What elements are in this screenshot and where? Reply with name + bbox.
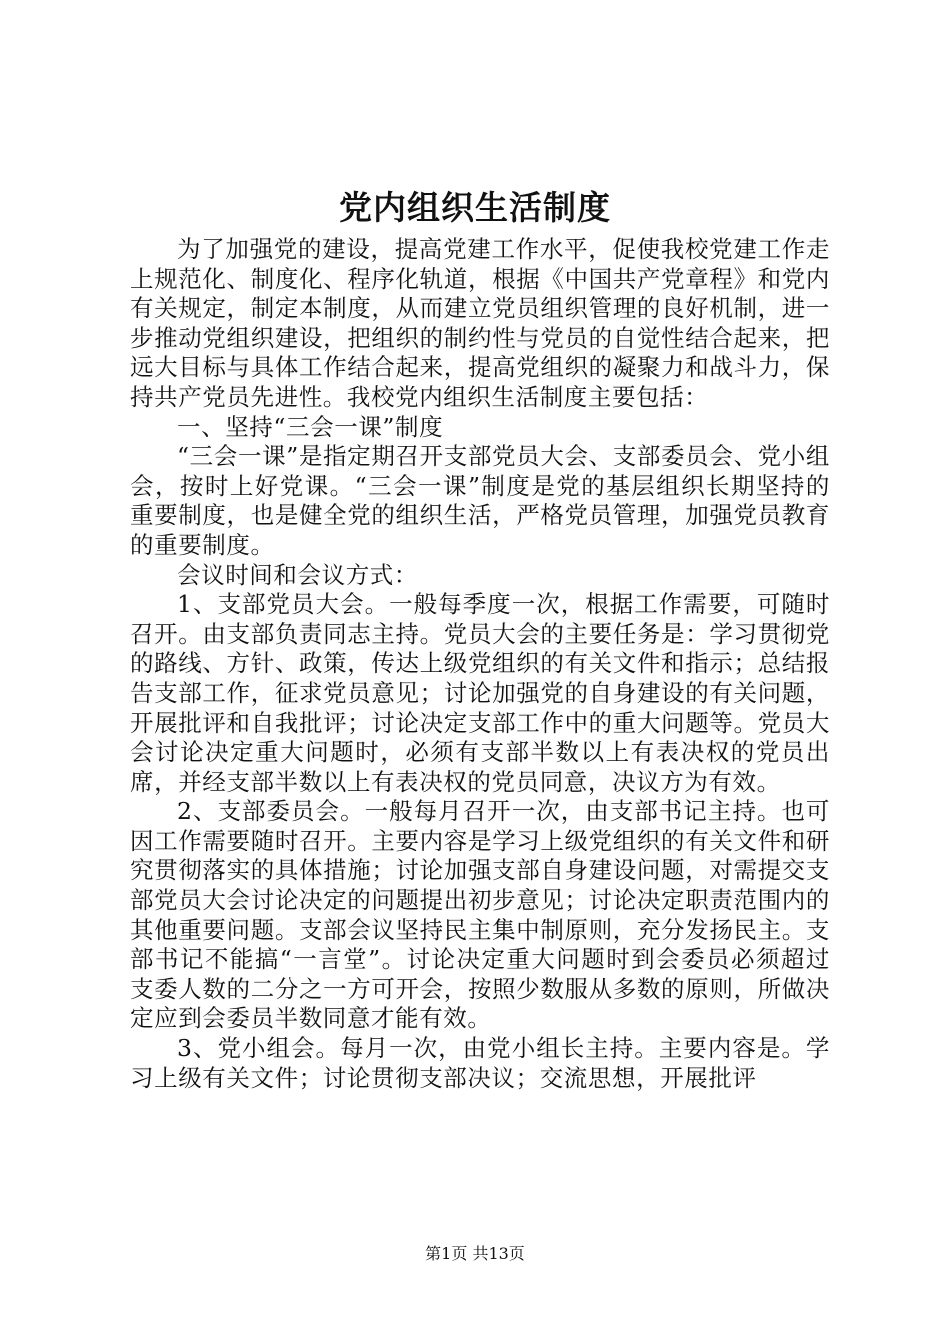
branch-member-meeting-paragraph: 1、支部党员大会。一般每季度一次，根据工作需要，可随时召开。由支部负责同志主持。党员大会的主要任务是：学习贯彻党的路线、方针、政策，传达上级党组织的有关文件和指示；总结报告支部工作，征求党员意见；讨论加强党的自身建设的有关问题，开展批评和自我批评；讨论决定支部工作中的重大问题等。党员大会讨论决定重大问题时，必须有支部半数以上有表决权的党员出席，并经支部半数以上有表决权的党员同意，决议方为有效。 [130,590,830,796]
intro-paragraph: 为了加强党的建设，提高党建工作水平，促使我校党建工作走上规范化、制度化、程序化轨道，根据《中国共产党章程》和党内有关规定，制定本制度，从而建立党员组织管理的良好机制，进一步推动党组织建设，把组织的制约性与党员的自觉性结合起来，把远大目标与具体工作结合起来，提高党组织的凝聚力和战斗力，保持共产党员先进性。我校党内组织生活制度主要包括： [130,235,830,411]
document-body [130,235,830,1093]
branch-committee-paragraph: 2、支部委员会。一般每月召开一次，由支部书记主持。也可因工作需要随时召开。主要内容是学习上级党组织的有关文件和研究贯彻落实的具体措施；讨论加强支部自身建设问题，对需提交支部党员大会讨论决定的问题提出初步意见；讨论决定职责范围内的其他重要问题。支部会议坚持民主集中制原则，充分发扬民主。支部书记不能搞“一言堂”。讨论决定重大问题时到会委员必须超过支委人数的二分之一方可开会，按照少数服从多数的原则，所做决定应到会委员半数同意才能有效。 [130,797,830,1033]
page-indicator: 第1页 共13页 [425,1244,525,1263]
meeting-time-heading: 会议时间和会议方式： [177,560,418,589]
section-heading-three-meetings: 一、坚持“三会一课”制度 [177,412,444,441]
document-title: 党内组织生活制度 [339,188,611,227]
three-meetings-definition-paragraph: “三会一课”是指定期召开支部党员大会、支部委员会、党小组会，按时上好党课。“三会一课”制度是党的基层组织长期坚持的重要制度，也是健全党的组织生活，严格党员管理，加强党员教育的重要制度。 [130,442,830,559]
party-group-meeting-paragraph: 3、党小组会。每月一次，由党小组长主持。主要内容是。学习上级有关文件；讨论贯彻支部决议；交流思想，开展批评 [130,1034,830,1092]
